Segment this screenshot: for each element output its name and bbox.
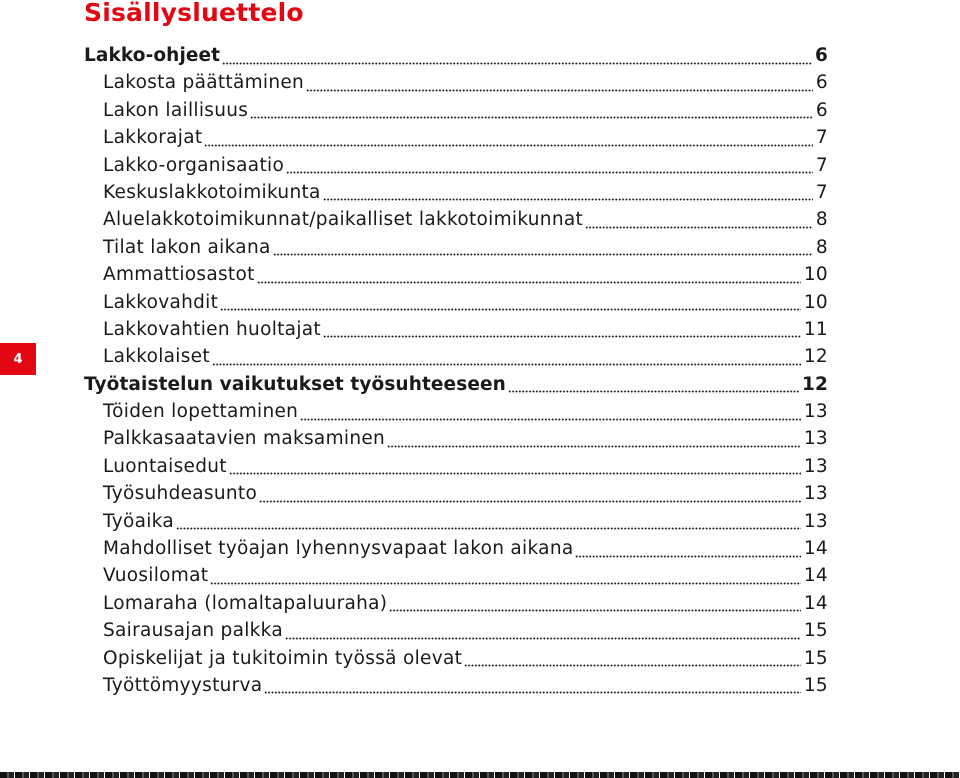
dot-leader	[273, 234, 813, 261]
toc-entry-label: Ammattiosastot	[103, 264, 255, 286]
toc-entry-page-number: 8	[815, 236, 828, 258]
dot-leader	[176, 508, 801, 535]
toc-entry-page-number: 15	[803, 620, 828, 642]
toc-entry[interactable]	[84, 425, 828, 452]
dot-leader	[464, 645, 801, 672]
toc-entry-page-number: 6	[815, 99, 828, 121]
toc-entry[interactable]	[84, 508, 828, 535]
toc-entry[interactable]	[84, 562, 828, 589]
toc-entry-page-number: 8	[815, 209, 828, 231]
toc-entry-label: Lomaraha (lomaltapaluuraha)	[103, 592, 388, 614]
dot-leader	[264, 672, 800, 699]
toc-entry[interactable]	[84, 316, 828, 343]
toc-entry-label: Lakkovahdit	[103, 291, 219, 313]
toc-entry-page-number: 14	[803, 592, 828, 614]
toc-entry[interactable]	[84, 343, 828, 370]
toc-entry-page-number: 13	[803, 455, 828, 477]
toc-entry-page-number: 12	[803, 346, 828, 368]
dot-leader	[323, 179, 813, 206]
toc-entry-page-number: 13	[803, 483, 828, 505]
toc-entry[interactable]	[84, 261, 828, 288]
dot-leader	[575, 535, 800, 562]
toc-section-heading[interactable]	[84, 371, 828, 398]
toc-entry-label: Lakko-organisaatio	[103, 154, 285, 176]
toc-entry[interactable]	[84, 97, 828, 124]
toc-entry-label: Lakkolaiset	[103, 346, 210, 368]
toc-entry-page-number: 13	[803, 401, 828, 423]
dot-leader	[222, 42, 812, 69]
toc-entry-label: Vuosilomat	[103, 565, 209, 587]
toc-entry[interactable]	[84, 590, 828, 617]
toc-entry-page-number: 7	[815, 154, 828, 176]
toc-entry-label: Lakosta päättäminen	[103, 72, 305, 94]
dot-leader	[259, 480, 801, 507]
toc-entry-label: Mahdolliset työajan lyhennysvapaat lakon aikana	[103, 538, 574, 560]
toc-entry[interactable]	[84, 179, 828, 206]
toc-entry-label: Työtaistelun vaikutukset työsuhteeseen	[84, 373, 506, 395]
toc-entry-label: Lakon laillisuus	[103, 99, 249, 121]
toc-entry-page-number: 11	[803, 318, 828, 340]
toc-entry-page-number: 12	[802, 373, 828, 395]
toc-entry-label: Lakkovahtien huoltajat	[103, 318, 321, 340]
toc-entry-label: Työsuhdeasunto	[103, 483, 258, 505]
dot-leader	[323, 316, 801, 343]
dot-leader	[229, 453, 801, 480]
dot-leader	[286, 152, 813, 179]
toc-entry-label: Palkkasaatavien maksaminen	[103, 428, 386, 450]
toc-entry[interactable]	[84, 535, 828, 562]
toc-entry-page-number: 7	[815, 127, 828, 149]
toc-section-heading[interactable]	[84, 42, 828, 69]
toc-entry-page-number: 14	[803, 565, 828, 587]
toc-entry-page-number: 14	[803, 538, 828, 560]
toc-entry[interactable]	[84, 289, 828, 316]
toc-entry-page-number: 10	[803, 264, 828, 286]
toc-entry[interactable]	[84, 152, 828, 179]
toc-entry[interactable]	[84, 672, 828, 699]
toc-entry-label: Töiden lopettaminen	[103, 401, 299, 423]
dot-leader	[220, 289, 801, 316]
toc-entry-label: Luontaisedut	[103, 455, 227, 477]
toc-entry[interactable]	[84, 645, 828, 672]
dot-leader	[212, 343, 801, 370]
toc-entry-page-number: 6	[815, 45, 828, 66]
toc-entry-label: Lakkorajat	[103, 127, 203, 149]
dot-leader	[585, 206, 813, 233]
dot-leader	[210, 562, 801, 589]
toc-entry[interactable]	[84, 69, 828, 96]
toc-entry[interactable]	[84, 124, 828, 151]
toc-entry-label: Sairausajan palkka	[103, 620, 284, 642]
table-of-contents	[84, 42, 828, 699]
dot-leader	[300, 398, 801, 425]
toc-entry-page-number: 13	[803, 510, 828, 532]
toc-entry[interactable]	[84, 206, 828, 233]
toc-title: Sisällysluettelo	[84, 0, 304, 27]
toc-entry-label: Keskuslakkotoimikunta	[103, 181, 321, 203]
toc-entry[interactable]	[84, 617, 828, 644]
toc-entry-label: Lakko-ohjeet	[84, 45, 221, 66]
toc-entry[interactable]	[84, 480, 828, 507]
scanned-bottom-edge	[0, 772, 960, 778]
toc-entry-page-number: 15	[803, 674, 828, 696]
dot-leader	[389, 590, 801, 617]
toc-entry-label: Opiskelijat ja tukitoimin työssä olevat	[103, 647, 463, 669]
toc-entry[interactable]	[84, 453, 828, 480]
page-number: 4	[13, 351, 23, 367]
toc-entry-label: Työaika	[103, 510, 174, 532]
dot-leader	[387, 425, 801, 452]
toc-entry-page-number: 10	[803, 291, 828, 313]
toc-entry[interactable]	[84, 398, 828, 425]
toc-entry-page-number: 6	[815, 72, 828, 94]
dot-leader	[250, 97, 813, 124]
page-number-tab	[0, 343, 36, 375]
toc-entry-page-number: 15	[803, 647, 828, 669]
toc-entry[interactable]	[84, 234, 828, 261]
dot-leader	[257, 261, 801, 288]
toc-entry-page-number: 7	[815, 181, 828, 203]
toc-entry-label: Tilat lakon aikana	[103, 236, 271, 258]
toc-entry-page-number: 13	[803, 428, 828, 450]
dot-leader	[285, 617, 801, 644]
dot-leader	[306, 69, 813, 96]
dot-leader	[204, 124, 813, 151]
toc-entry-label: Työttömyysturva	[103, 674, 263, 696]
toc-entry-label: Aluelakkotoimikunnat/paikalliset lakkotoimikunnat	[103, 209, 584, 231]
dot-leader	[508, 371, 799, 398]
